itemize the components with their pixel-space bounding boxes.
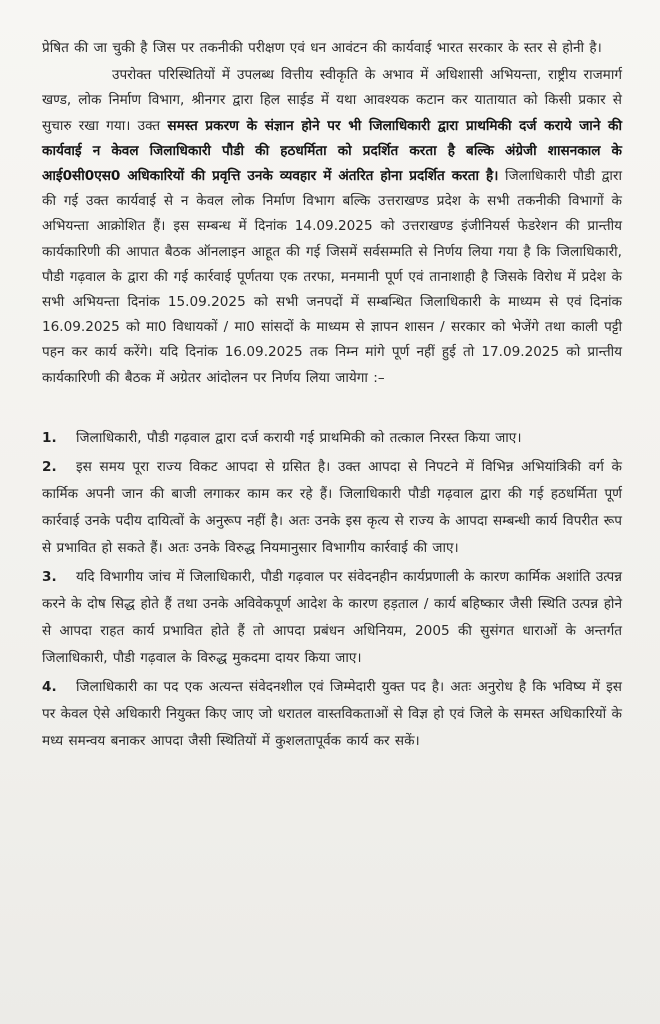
demand-number: 1. [42,429,57,446]
main-paragraph-part1: उपरोक्त परिस्थितियों में उपलब्ध वित्तीय स्वीकृति के अभाव में अधिशासी अभियन्ता, राष्ट्रीय राजमार्ग खण्ड, लोक निर्माण विभाग, श्रीनगर द्वारा हिल साईड में यथा आवश्यक कटान कर यातायात को किसी प्रकार से सुचारु रखा गया। उक्त [42,67,622,134]
demand-item-2 [42,454,622,562]
demand-text: जिलाधिकारी, पौडी गढ़वाल द्वारा दर्ज करायी गई प्राथमिकी को तत्काल निरस्त किया जाए। [76,429,522,446]
main-paragraph [42,63,622,391]
demand-number: 3. [42,568,57,585]
demand-item-1 [42,425,622,452]
demand-text: यदि विभागीय जांच में जिलाधिकारी, पौडी गढ़वाल पर संवेदनहीन कार्यप्रणाली के कारण कार्मिक अशांति उत्पन्न करने के दोष सिद्ध होते हैं तथा उनके अविवेकपूर्ण आदेश के कारण हड़ताल / कार्य बहिष्कार जैसी स्थिति उत्पन्न होने से आपदा राहत कार्य प्रभावित होते हैं तो आपदा प्रबंधन अधिनियम, 2005 की सुसंगत धाराओं के अन्तर्गत जिलाधिकारी, पौडी गढ़वाल के विरुद्ध मुकदमा दायर किया जाए। [42,568,622,666]
demand-text: जिलाधिकारी का पद एक अत्यन्त संवेदनशील एवं जिम्मेदारी युक्त पद है। अतः अनुरोध है कि भविष्य में इस पर केवल ऐसे अधिकारी नियुक्त किए जाए जो धरातल वास्तविकताओं से विज्ञ हो एवं जिले के समस्त अधिकारियों के मध्य समन्वय बनाकर आपदा जैसी स्थितियों में कुशलतापूर्वक कार्य कर सकें। [42,678,622,749]
demand-number: 4. [42,678,57,695]
demand-item-3 [42,564,622,672]
demands-list [42,425,622,755]
demand-text: इस समय पूरा राज्य विकट आपदा से ग्रसित है। उक्त आपदा से निपटने में विभिन्न अभियांत्रिकी वर्ग के कार्मिक अपनी जान की बाजी लगाकर काम कर रहे हैं। जिलाधिकारी पौडी गढ़वाल द्वारा की गई हठधर्मिता पूर्ण कार्रवाई उनके पदीय दायित्वों के अनुरूप नहीं है। अतः उनके इस कृत्य से राज्य के आपदा सम्बन्धी कार्य विपरीत रूप से प्रभावित हो सकते हैं। अतः उनके विरुद्ध नियमानुसार विभागीय कार्रवाई की जाए। [42,458,622,556]
demand-number: 2. [42,458,57,475]
main-paragraph-part2: जिलाधिकारी पौडी द्वारा की गई उक्त कार्यवाई से न केवल लोक निर्माण विभाग बल्कि उत्तराखण्ड प्रदेश के सभी तकनीकी विभागों के अभियन्ता आक्रोशित हैं। इस सम्बन्ध में दिनांक 14.09.2025 को उत्तराखण्ड इंजीनियर्स फेडरेशन की प्रान्तीय कार्यकारिणी की आपात बैठक ऑनलाइन आहूत की गई जिसमें सर्वसम्मति से निर्णय लिया गया है कि जिलाधिकारी, पौडी गढ़वाल के द्वारा की गई कार्रवाई पूर्णतया एक तरफा, मनमानी पूर्ण एवं तानाशाही है जिसके विरोध में प्रदेश के सभी अभियन्ता दिनांक 15.09.2025 को सभी जनपदों में सम्बन्धित जिलाधिकारी के माध्यम से एवं दिनांक 16.09.2025 को मा0 विधायकों / मा0 सांसदों के माध्यम से ज्ञापन शासन / सरकार को भेजेंगे तथा काली पट्टी पहन कर कार्य करेंगे। यदि दिनांक 16.09.2025 तक निम्न मांगे पूर्ण नहीं हुई तो 17.09.2025 को प्रान्तीय कार्यकारिणी की बैठक में अग्रेतर आंदोलन पर निर्णय लिया जायेगा :– [42,168,623,386]
demand-item-4 [42,674,622,755]
main-paragraph-emphasis: समस्त प्रकरण के संज्ञान होने पर भी जिलाधिकारी द्वारा प्राथमिकी दर्ज कराये जाने की कार्यवाई न केवल जिलाधिकारी पौडी की हठधर्मिता को प्रदर्शित करता है बल्कि अंग्रेजी शासनकाल के आई0सी0एस0 अधिकारियों की प्रवृत्ति उनके व्यवहार में अंतरित होना प्रदर्शित करता है। [42,117,622,185]
intro-paragraph: प्रेषित की जा चुकी है जिस पर तकनीकी परीक्षण एवं धन आवंटन की कार्यवाई भारत सरकार के स्तर से होनी है। [42,40,602,56]
